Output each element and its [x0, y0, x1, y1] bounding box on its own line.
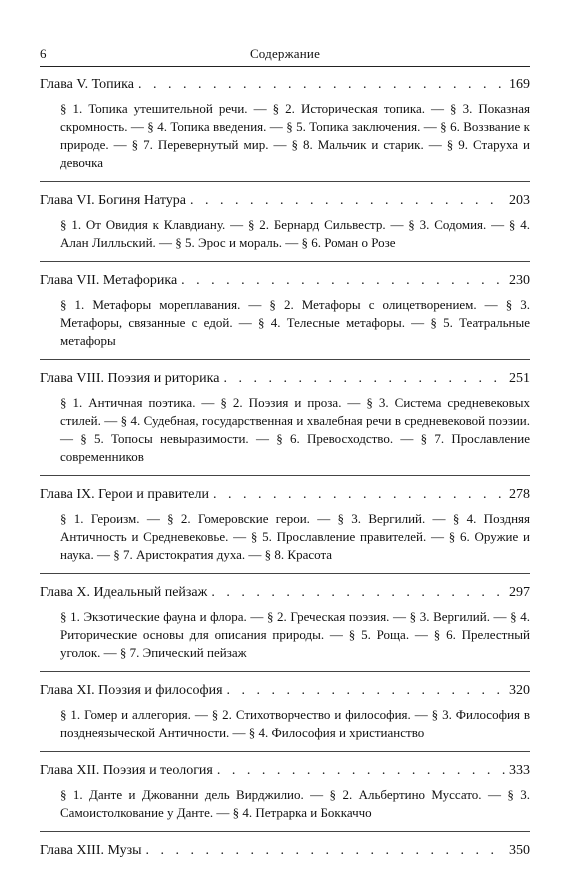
chapter-title: Глава X. Идеальный пейзаж	[40, 585, 208, 600]
chapter-entry	[40, 682, 530, 752]
dot-leader	[181, 272, 505, 290]
chapter-page-number: 278	[509, 487, 530, 502]
chapter-heading	[40, 192, 530, 210]
chapter-title: Глава VIII. Поэзия и риторика	[40, 371, 220, 386]
chapter-entry	[40, 76, 530, 182]
chapter-page-number: 320	[509, 683, 530, 698]
dot-leader	[211, 584, 505, 602]
chapter-sections: § 1. Античная поэтика. — § 2. Поэзия и проза. — § 3. Система средневековых стилей. — § 4. Судебная, государственная и хвалебная речи в средневековой поэзии. — § 5. Топосы невыразимости. — § 6. Превосходство. — § 7. Прославление современников	[60, 395, 530, 464]
chapter-title: Глава XIII. Музы	[40, 843, 142, 858]
chapter-page-number: 350	[509, 843, 530, 858]
chapter-entry	[40, 370, 530, 476]
chapter-page-number: 297	[509, 585, 530, 600]
dot-leader	[227, 682, 505, 700]
chapter-title: Глава XII. Поэзия и теология	[40, 763, 213, 778]
chapter-entry	[40, 192, 530, 262]
chapter-sections: § 1. Героизм. — § 2. Гомеровские герои. — § 3. Вергилий. — § 4. Поздняя Античность и Средневековье. — § 5. Прославление правителей. — § 6. Оружие и наука. — § 7. Аристократия духа. — § 8. Красота	[60, 511, 530, 562]
chapter-title: Глава V. Топика	[40, 77, 134, 92]
dot-leader	[213, 486, 505, 504]
chapter-page-number: 333	[509, 763, 530, 778]
chapter-page-number: 203	[509, 193, 530, 208]
chapter-sections: § 1. Метафоры мореплавания. — § 2. Метафоры с олицетворением. — § 3. Метафоры, связанные с едой. — § 4. Телесные метафоры. — § 5. Театральные метафоры	[60, 297, 530, 348]
chapter-heading	[40, 370, 530, 388]
chapter-page-number: 251	[509, 371, 530, 386]
chapter-heading	[40, 682, 530, 700]
dot-leader	[190, 192, 505, 210]
chapter-heading	[40, 76, 530, 94]
chapter-page-number: 230	[509, 273, 530, 288]
table-of-contents	[40, 76, 530, 879]
chapter-page-number: 169	[509, 77, 530, 92]
chapter-sections: § 1. Экзотические фауна и флора. — § 2. Греческая поэзия. — § 3. Вергилий. — § 4. Риторические основы для описания природы. — § 5. Роща. — § 6. Прелестный уголок. — § 7. Эпический пейзаж	[60, 609, 530, 660]
chapter-heading	[40, 762, 530, 780]
chapter-sections: § 1. Данте и Джованни дель Вирджилио. — § 2. Альбертино Муссато. — § 3. Самоистолкование у Данте. — § 4. Петрарка и Боккаччо	[60, 787, 530, 820]
chapter-title: Глава IX. Герои и правители	[40, 487, 209, 502]
chapter-title: Глава VII. Метафорика	[40, 273, 178, 288]
chapter-heading	[40, 486, 530, 504]
chapter-sections: § 1. От Овидия к Клавдиану. — § 2. Бернард Сильвестр. — § 3. Содомия. — § 4. Алан Лилльский. — § 5. Эрос и мораль. — § 6. Роман о Розе	[60, 217, 530, 250]
chapter-heading	[40, 272, 530, 290]
chapter-title: Глава XI. Поэзия и философия	[40, 683, 223, 698]
chapter-title: Глава VI. Богиня Натура	[40, 193, 186, 208]
page-header	[40, 44, 530, 67]
dot-leader	[217, 762, 505, 780]
chapter-entry	[40, 272, 530, 360]
chapter-sections: § 1. Гомер и аллегория. — § 2. Стихотворчество и философия. — § 3. Философия в позднеязыческой Античности. — § 4. Философия и христианство	[60, 707, 530, 740]
chapter-entry	[40, 584, 530, 672]
chapter-entry	[40, 842, 530, 869]
dot-leader	[223, 370, 505, 388]
page-number: 6	[40, 46, 47, 61]
chapter-sections: § 1. Топика утешительной речи. — § 2. Историческая топика. — § 3. Показная скромность. — § 4. Топика введения. — § 5. Топика заключения. — § 6. Воззвание к природе. — § 7. Перевернутый мир. — § 8. Мальчик и старик. — § 9. Старуха и девочка	[60, 101, 530, 170]
chapter-entry	[40, 762, 530, 832]
running-title: Содержание	[249, 46, 321, 61]
chapter-heading	[40, 584, 530, 602]
chapter-entry	[40, 486, 530, 574]
dot-leader	[138, 76, 505, 94]
